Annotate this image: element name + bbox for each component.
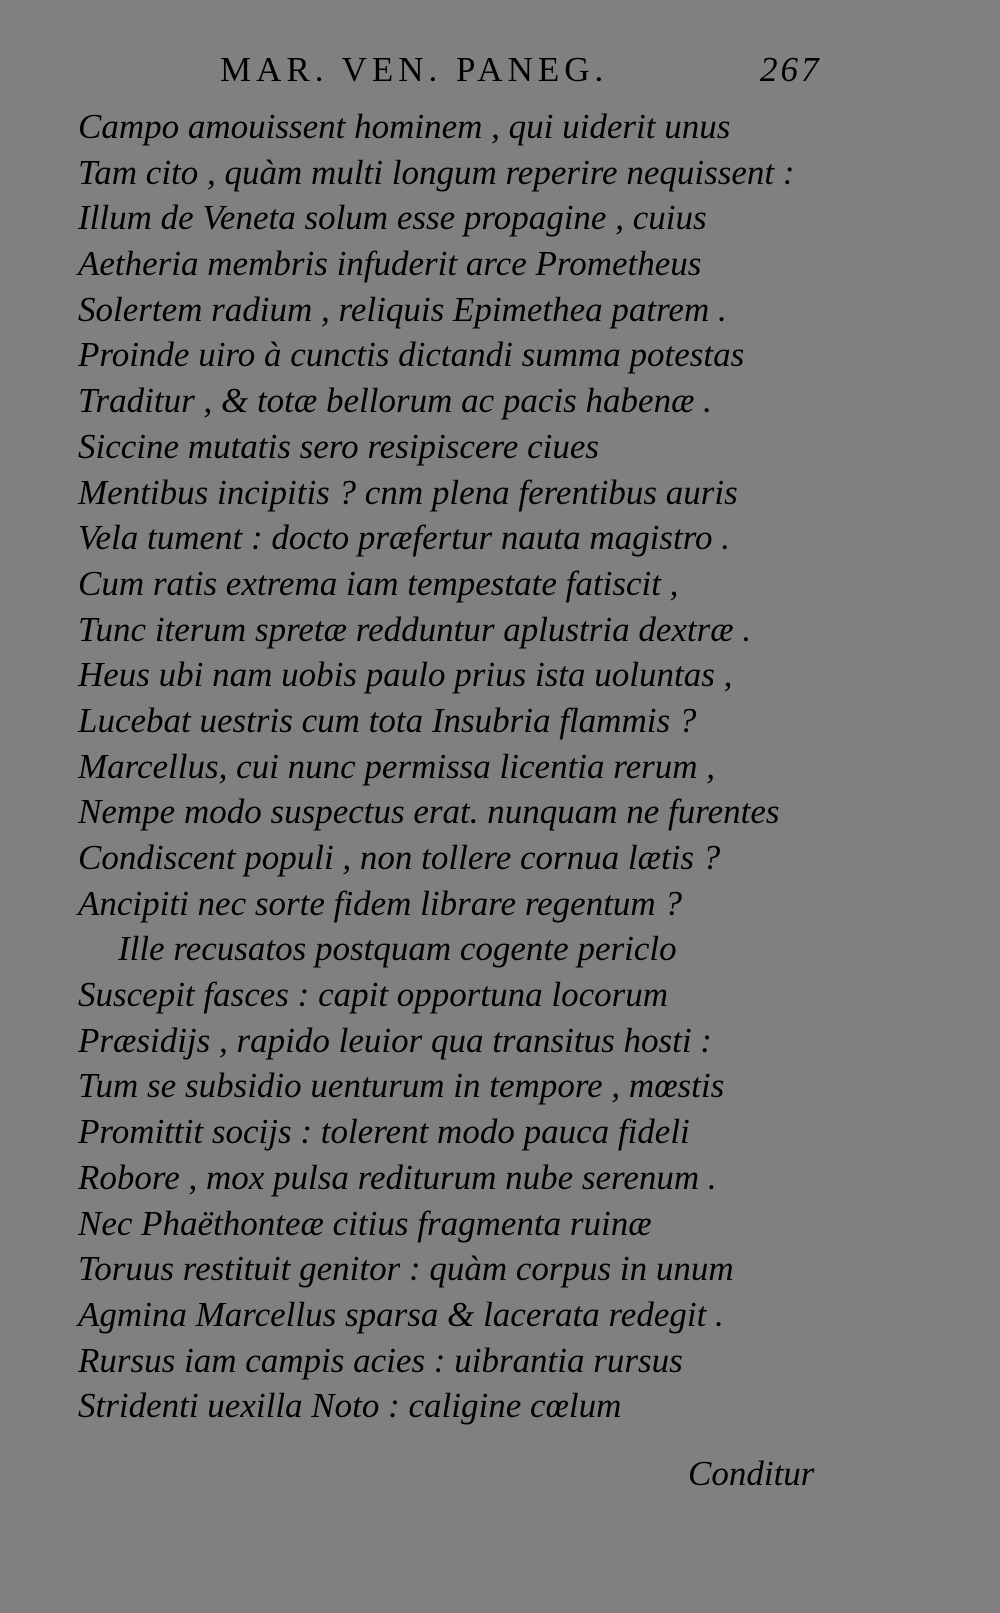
- verse-line: Tum se subsidio uenturum in tempore , mœstis: [78, 1066, 725, 1106]
- verse-line: Campo amouissent hominem , qui uiderit unus: [78, 107, 731, 146]
- verse-line: Marcellus, cui nunc permissa licentia rerum ,: [78, 746, 716, 786]
- verse-line: Illum de Veneta solum esse propagine , cuius: [78, 198, 707, 238]
- verse-line: Proinde uiro à cunctis dictandi summa potestas: [78, 335, 745, 375]
- verse-line: Suscepit fasces : capit opportuna locorum: [78, 975, 669, 1015]
- verse-line: Cum ratis extrema iam tempestate fatiscit ,: [78, 563, 679, 603]
- verse-line: Toruus restituit genitor : quàm corpus in unum: [78, 1249, 734, 1289]
- verse-line: Nempe modo suspectus erat. nunquam ne furentes: [78, 792, 780, 832]
- verse-line: Aetheria membris infuderit arce Prometheus: [78, 244, 702, 284]
- verse-line: Promittit socijs : tolerent modo pauca fideli: [78, 1112, 690, 1152]
- verse-line: Rursus iam campis acies : uibrantia rursus: [78, 1340, 683, 1380]
- verse-line: Præsidijs , rapido leuior qua transitus hosti :: [78, 1020, 712, 1060]
- verse-line: Nec Phaëthonteæ citius fragmenta ruinæ: [78, 1203, 652, 1243]
- verse-line: Vela tument : docto præfertur nauta magistro .: [78, 518, 731, 558]
- verse-line: Mentibus incipitis ? cnm plena ferentibus auris: [78, 472, 738, 512]
- verse-line: Agmina Marcellus sparsa & lacerata redegit .: [78, 1294, 724, 1334]
- verse-line: Tunc iterum spretæ redduntur aplustria dextræ .: [78, 609, 752, 649]
- verse-line: Robore , mox pulsa rediturum nube serenum .: [78, 1157, 717, 1197]
- verse-line: Solertem radium , reliquis Epimethea patrem .: [78, 289, 727, 329]
- verse-line: Ille recusatos postquam cogente periclo: [118, 929, 677, 969]
- verse-line: Heus ubi nam uobis paulo prius ista uoluntas ,: [78, 655, 733, 695]
- verse-line: Ancipiti nec sorte fidem librare regentum ?: [78, 883, 682, 923]
- verse-line: Lucebat uestris cum tota Insubria flammis ?: [78, 700, 697, 740]
- verse-line: Tam cito , quàm multi longum reperire nequissent :: [78, 152, 795, 192]
- verse-line: Stridenti uexilla Noto : caligine cœlum: [78, 1386, 622, 1426]
- page-number: 267: [760, 50, 822, 89]
- verse-line: Siccine mutatis sero resipiscere ciues: [78, 426, 599, 466]
- verse-line: Traditur , & totæ bellorum ac pacis habenæ .: [78, 381, 712, 421]
- verse-block: [78, 104, 878, 1429]
- verse-line: Condiscent populi , non tollere cornua lætis ?: [78, 838, 721, 877]
- catchword: Conditur: [688, 1454, 815, 1493]
- running-title: MAR. VEN. PANEG.: [220, 50, 609, 89]
